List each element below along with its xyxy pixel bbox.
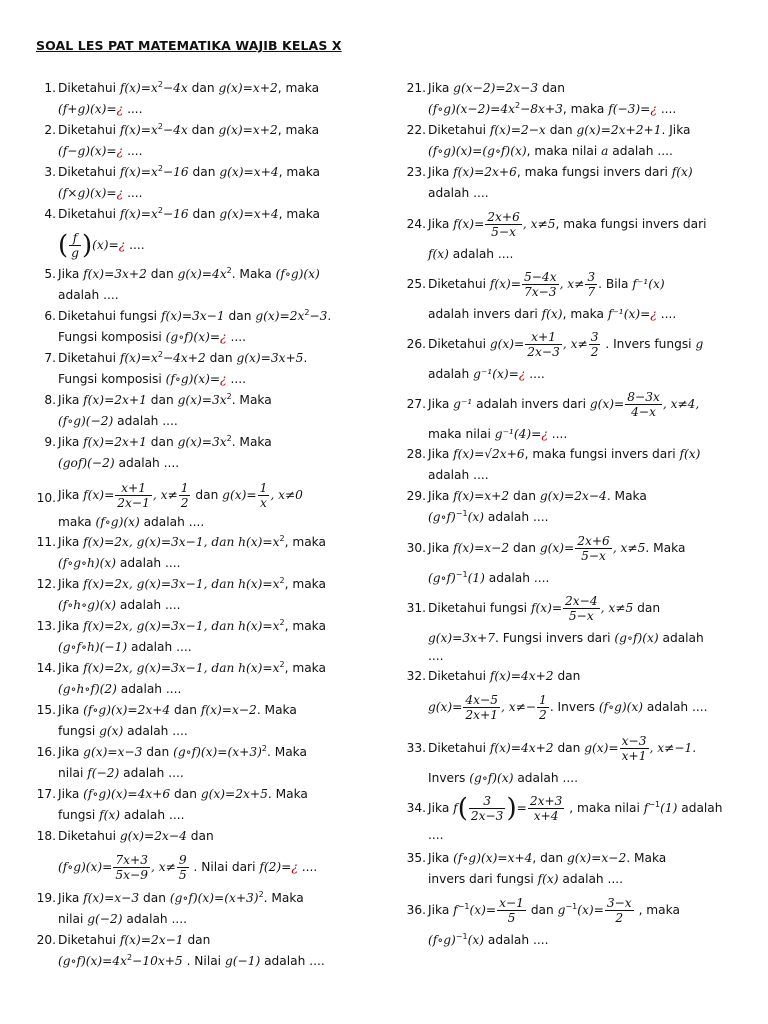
question-text: (g∘f)$^{-1}$(1) adalah ....: [428, 569, 550, 585]
question-item: [406, 588, 742, 666]
question-number: 2.: [44, 123, 56, 137]
question-text: g(x)=3x+7. Fungsi invers dari (g∘f)(x) adalah: [428, 631, 704, 645]
question-number: 33.: [406, 741, 426, 755]
question-item: [406, 486, 742, 528]
fraction: $\frac{4x-5}{2x+1}$: [465, 693, 498, 722]
question-text: (f∘g)(−2) adalah ....: [58, 414, 178, 428]
question-text: Diketahui f(x)=4x+2 dan: [428, 669, 581, 683]
fraction: $\frac{2x+6}{5-x}$: [487, 210, 520, 239]
question-number: 26.: [406, 337, 426, 351]
question-item: [36, 700, 372, 742]
question-text: g(x)= $\frac{4x-5}{2x+1}$ , x≠− $\frac{1}{2}$ . Invers (f∘g)(x) adalah ....: [428, 693, 708, 722]
question-text: Jika (f∘g)(x)=x+4, dan g(x)=x−2. Maka: [428, 851, 667, 865]
fraction: $\frac{8-3x}{4-x}$: [627, 390, 660, 419]
question-text: Jika f(x)=2x, g(x)=3x−1, dan $h(x)=x^2$, maka: [58, 617, 326, 633]
question-item: [406, 162, 742, 204]
fraction: $\frac{3}{2x-3}$: [470, 794, 504, 823]
fraction: $\frac{1}{2}$: [539, 693, 547, 722]
question-text: Jika f(x)=2x+1 dan $g(x)=3x^2$. Maka: [58, 391, 272, 407]
question-item: [406, 264, 742, 324]
question-number: 24.: [406, 217, 426, 231]
page-title: SOAL LES PAT MATEMATIKA WAJIB KELAS X: [36, 38, 342, 53]
question-text: invers dari fungsi f(x) adalah ....: [428, 872, 624, 886]
question-text: (g∘h∘f)(2) adalah ....: [58, 682, 182, 696]
fraction: $\frac{x+1}{2x-3}$: [527, 330, 560, 359]
question-text: Jika f(x)=√2x+6, maka fungsi invers dari f(x): [428, 447, 701, 461]
question-item: [406, 848, 742, 890]
question-number: 1.: [44, 81, 56, 95]
question-text: (f∘g)(x)=(g∘f)(x), maka nilai a adalah ....: [428, 144, 673, 158]
question-number: 31.: [406, 601, 426, 615]
question-text: ( $\frac{f}{g}$ )(x)=¿ ....: [58, 230, 145, 261]
fraction: $\frac{x-1}{5}$: [499, 896, 524, 925]
question-text: (f−g)(x)=¿ ....: [58, 144, 143, 158]
question-text: $(f\circ g)(x-2)=4x^2-8x+3$, maka f(−3)=¿ ....: [428, 100, 677, 116]
fraction: $\frac{x-3}{x+1}$: [621, 734, 647, 763]
question-text: fungsi g(x) adalah ....: [58, 724, 188, 738]
question-text: maka (f∘g)(x) adalah ....: [58, 515, 205, 529]
question-number: 23.: [406, 165, 426, 179]
question-text: adalah ....: [428, 468, 489, 482]
question-number: 16.: [36, 745, 56, 759]
question-text: adalah invers dari f(x), maka f⁻¹(x)=¿ ....: [428, 307, 677, 321]
question-number: 36.: [406, 903, 426, 917]
question-number: 20.: [36, 933, 56, 947]
question-item: [406, 384, 742, 444]
question-text: Jika f(x)=2x+6, maka fungsi invers dari f(x): [428, 165, 693, 179]
question-number: 25.: [406, 277, 426, 291]
question-number: 11.: [36, 535, 56, 549]
fraction: $\frac{5-4x}{7x-3}$: [523, 270, 557, 299]
question-text: Invers (g∘f)(x) adalah ....: [428, 771, 578, 785]
question-text: Diketahui fungsi f(x)=3x−1 dan $g(x)=2x^2-3$.: [58, 307, 332, 323]
question-text: Diketahui $f(x)=x^2-4x+2$ dan g(x)=3x+5.: [58, 349, 308, 365]
question-number: 15.: [36, 703, 56, 717]
question-item: [406, 890, 742, 950]
question-text: (f∘g)(x)= $\frac{7x+3}{5x-9}$ , x≠ $\frac{9}{5}$ . Nilai dari f(2)=¿ ....: [58, 853, 318, 882]
question-number: 13.: [36, 619, 56, 633]
question-item: [36, 784, 372, 826]
question-number: 18.: [36, 829, 56, 843]
question-text: adalah g⁻¹(x)=¿ ....: [428, 367, 545, 381]
question-number: 30.: [406, 541, 426, 555]
question-text: Jika (f∘g)(x)=4x+6 dan g(x)=2x+5. Maka: [58, 787, 308, 801]
question-number: 32.: [406, 669, 426, 683]
question-text: Fungsi komposisi (g∘f)(x)=¿ ....: [58, 330, 246, 344]
question-item: [36, 390, 372, 432]
fraction: $\frac{2x-4}{5-x}$: [565, 594, 598, 623]
question-number: 19.: [36, 891, 56, 905]
question-text: (f+g)(x)=¿ ....: [58, 102, 143, 116]
question-item: [36, 432, 372, 474]
question-item: [36, 888, 372, 930]
question-text: Jika f(x)=3x+2 dan $g(x)=4x^2$. Maka (f∘g)(x): [58, 265, 320, 281]
fraction: $\frac{3}{7}$: [587, 270, 596, 299]
question-text: ....: [428, 828, 444, 842]
question-number: 17.: [36, 787, 56, 801]
question-text: (gof)(−2) adalah ....: [58, 456, 180, 470]
question-number: 27.: [406, 397, 426, 411]
question-text: Jika f(x)=x−3 dan $(g\circ f)(x)=(x+3)^2$. Maka: [58, 889, 304, 905]
question-number: 8.: [44, 393, 56, 407]
question-item: [36, 532, 372, 574]
question-item: [406, 204, 742, 264]
question-number: 29.: [406, 489, 426, 503]
question-text: Jika f(x)=2x, g(x)=3x−1, dan $h(x)=x^2$, maka: [58, 533, 326, 549]
question-text: Jika f(x)=2x, g(x)=3x−1, dan $h(x)=x^2$, maka: [58, 659, 326, 675]
question-text: (g∘f)$^{-1}$(x) adalah ....: [428, 508, 549, 524]
question-item: [406, 324, 742, 384]
question-text: Diketahui f(x)= $\frac{5-4x}{7x-3}$ , x≠ $\frac{3}{7}$ . Bila f⁻¹(x): [428, 270, 665, 299]
question-text: (f∘g∘h)(x) adalah ....: [58, 556, 181, 570]
question-number: 4.: [44, 207, 56, 221]
question-item: [406, 78, 742, 120]
question-number: 35.: [406, 851, 426, 865]
question-text: Diketahui $f(x)=x^2-16$ dan g(x)=x+4, maka: [58, 163, 321, 179]
question-text: Jika f(x)=x+2 dan g(x)=2x−4. Maka: [428, 489, 647, 503]
question-text: Diketahui f(x)=2x−1 dan: [58, 933, 211, 947]
question-text: Diketahui g(x)= $\frac{x+1}{2x-3}$ , x≠ $\frac{3}{2}$ . Invers fungsi g: [428, 330, 704, 359]
fraction: $\frac{f}{g}$: [71, 231, 79, 260]
question-item: [36, 264, 372, 306]
question-text: Diketahui $f(x)=x^2-4x$ dan g(x)=x+2, maka: [58, 79, 320, 95]
question-text: Jika g(x−2)=2x−3 dan: [428, 81, 565, 95]
question-text: (f∘h∘g)(x) adalah ....: [58, 598, 181, 612]
fraction: $\frac{3-x}{2}$: [606, 896, 632, 925]
question-text: nilai g(−2) adalah ....: [58, 912, 188, 926]
question-text: Diketahui fungsi f(x)= $\frac{2x-4}{5-x}$ , x≠5 dan: [428, 594, 661, 623]
question-number: 10.: [36, 491, 56, 505]
question-item: [36, 348, 372, 390]
question-text: maka nilai g⁻¹(4)=¿ ....: [428, 427, 568, 441]
fraction: $\frac{x+1}{2x-1}$: [117, 481, 150, 510]
question-text: Jika (f∘g)(x)=2x+4 dan f(x)=x−2. Maka: [58, 703, 297, 717]
question-item: [36, 826, 372, 888]
question-text: Jika g⁻¹ adalah invers dari g(x)= $\frac{8-3x}{4-x}$ , x≠4,: [428, 390, 700, 419]
fraction: $\frac{3}{2}$: [590, 330, 599, 359]
question-text: Jika f( $\frac{3}{2x-3}$ )= $\frac{2x+3}{x+4}$ , maka nilai $f^{-1}(1)$ adalah: [428, 793, 723, 824]
question-item: [36, 162, 372, 204]
question-number: 21.: [406, 81, 426, 95]
question-text: Diketahui $f(x)=x^2-16$ dan g(x)=x+4, maka: [58, 205, 321, 221]
question-item: [36, 478, 372, 532]
question-text: Fungsi komposisi (f∘g)(x)=¿ ....: [58, 372, 246, 386]
question-text: ....: [428, 649, 444, 663]
question-number: 6.: [44, 309, 56, 323]
fraction: $\frac{1}{2}$: [180, 481, 189, 510]
right-column: [406, 78, 742, 950]
question-text: Jika f(x)= $\frac{x+1}{2x-1}$ , x≠ $\frac{1}{2}$ dan g(x)= $\frac{1}{x}$ , x≠0: [58, 481, 303, 510]
fraction: $\frac{9}{5}$: [178, 853, 187, 882]
question-item: [36, 742, 372, 784]
question-item: [36, 658, 372, 700]
question-text: adalah ....: [58, 288, 119, 302]
question-item: [406, 444, 742, 486]
question-number: 14.: [36, 661, 56, 675]
question-text: fungsi f(x) adalah ....: [58, 808, 185, 822]
question-text: Jika $f^{-1}(x)=$ $\frac{x-1}{5}$ dan $g^{-1}(x)=$ $\frac{3-x}{2}$ , maka: [428, 896, 680, 925]
question-item: [36, 120, 372, 162]
question-text: Diketahui f(x)=2−x dan g(x)=2x+2+1. Jika: [428, 123, 691, 137]
question-number: 28.: [406, 447, 426, 461]
question-text: f(x) adalah ....: [428, 247, 514, 261]
question-text: Jika f(x)=2x+1 dan $g(x)=3x^2$. Maka: [58, 433, 272, 449]
question-number: 34.: [406, 801, 426, 815]
fraction: $\frac{2x+3}{x+4}$: [529, 794, 563, 823]
question-text: Jika g(x)=x−3 dan $(g\circ f)(x)=(x+3)^2$. Maka: [58, 743, 307, 759]
left-column: [36, 78, 372, 972]
question-item: [36, 616, 372, 658]
fraction: $\frac{7x+3}{5x-9}$: [115, 853, 148, 882]
question-text: Jika f(x)=2x, g(x)=3x−1, dan $h(x)=x^2$, maka: [58, 575, 326, 591]
question-item: [36, 930, 372, 972]
question-text: Diketahui g(x)=2x−4 dan: [58, 829, 214, 843]
question-item: [36, 306, 372, 348]
question-text: adalah ....: [428, 186, 489, 200]
question-number: 3.: [44, 165, 56, 179]
question-item: [36, 204, 372, 264]
question-item: [406, 120, 742, 162]
question-number: 7.: [44, 351, 56, 365]
question-text: Diketahui f(x)=4x+2 dan g(x)= $\frac{x-3}{x+1}$ , x≠−1.: [428, 734, 697, 763]
question-text: nilai f(−2) adalah ....: [58, 766, 184, 780]
question-number: 9.: [44, 435, 56, 449]
question-number: 22.: [406, 123, 426, 137]
question-item: [36, 574, 372, 616]
question-number: 5.: [44, 267, 56, 281]
question-number: 12.: [36, 577, 56, 591]
question-text: Jika f(x)=x−2 dan g(x)= $\frac{2x+6}{5-x}$ , x≠5. Maka: [428, 534, 686, 563]
question-item: [406, 728, 742, 788]
question-text: $(g\circ f)(x)=4x^2-10x+5$ . Nilai g(−1) adalah ....: [58, 952, 325, 968]
question-text: Jika f(x)= $\frac{2x+6}{5-x}$ , x≠5, maka fungsi invers dari: [428, 210, 707, 239]
question-item: [36, 78, 372, 120]
fraction: $\frac{1}{x}$: [259, 481, 268, 510]
question-item: [406, 666, 742, 728]
question-text: (f∘g)$^{-1}$(x) adalah ....: [428, 931, 549, 947]
fraction: $\frac{2x+6}{5-x}$: [577, 534, 610, 563]
question-text: Diketahui $f(x)=x^2-4x$ dan g(x)=x+2, maka: [58, 121, 320, 137]
question-text: (g∘f∘h)(−1) adalah ....: [58, 640, 192, 654]
question-text: (f×g)(x)=¿ ....: [58, 186, 143, 200]
question-item: [406, 788, 742, 848]
question-item: [406, 528, 742, 588]
